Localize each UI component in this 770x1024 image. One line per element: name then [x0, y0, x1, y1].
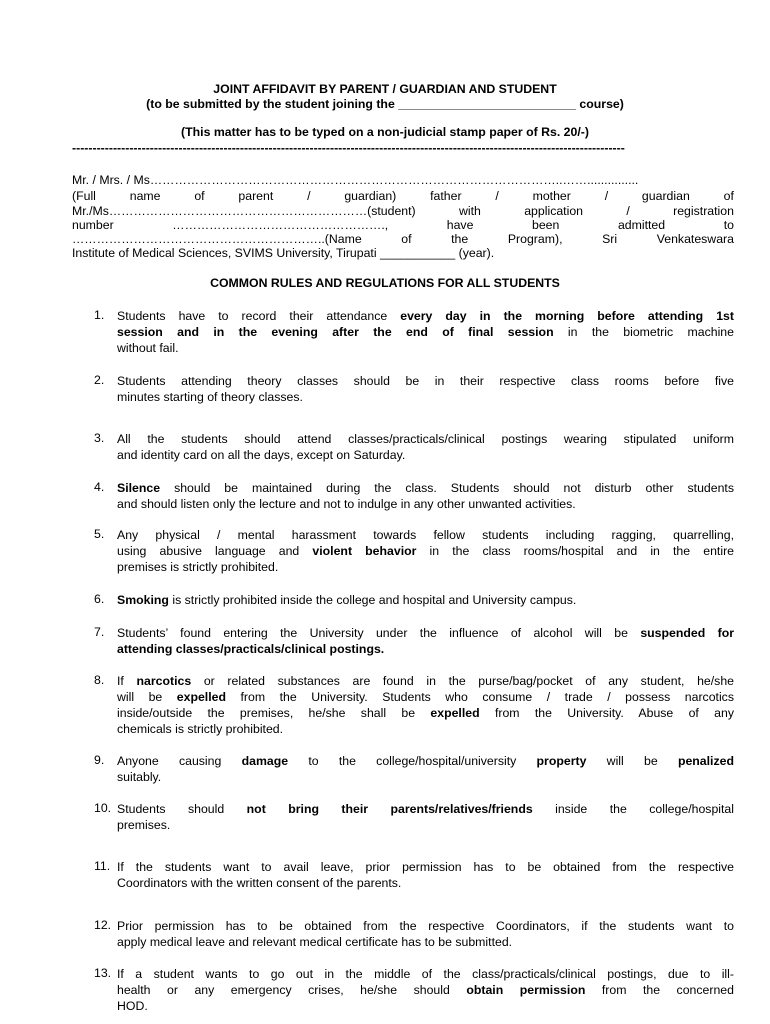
- declaration-word: the: [451, 232, 469, 246]
- declaration-word: mother: [532, 189, 571, 203]
- rule-bold-segment: property: [536, 754, 587, 768]
- rule-text-segment: apply medical leave and relevant medical certificate has to be submitted.: [117, 935, 513, 949]
- declaration-word: registration: [673, 204, 734, 218]
- declaration-word: ……………………………………………………..(Name: [72, 232, 362, 246]
- declaration-line-3: [72, 204, 734, 218]
- rule-text-segment: will be: [586, 754, 678, 768]
- declaration-word: guardian: [641, 189, 690, 203]
- rule-text: [117, 859, 734, 891]
- declaration-line-6: Institute of Medical Sciences, SVIMS University, Tirupati ___________ (year).: [72, 246, 495, 260]
- rule-text-segment: Students attending theory classes should be in their respective class rooms before five: [117, 374, 734, 388]
- affidavit-title: JOINT AFFIDAVIT BY PARENT / GUARDIAN AND STUDENT: [213, 82, 557, 96]
- rule-line: [117, 559, 734, 575]
- rule-line: [117, 689, 734, 705]
- declaration-word: with: [459, 204, 481, 218]
- affidavit-subtitle: (to be submitted by the student joining the __________________________ course): [146, 97, 624, 111]
- rule-line: [117, 769, 734, 785]
- declaration-word: name: [129, 189, 161, 203]
- rule-bold-segment: narcotics: [136, 674, 192, 688]
- rule-text-segment: inside the college/hospital: [532, 802, 734, 816]
- rule-text: [117, 918, 734, 950]
- rule-bold-segment: expelled: [430, 706, 480, 720]
- declaration-word: …………………………………………….,: [172, 218, 389, 232]
- rule-number: 9.: [94, 753, 105, 767]
- rule-text-segment: Coordinators with the written consent of the parents.: [117, 876, 402, 890]
- rule-line: [117, 496, 734, 512]
- rule-text-segment: Anyone causing: [117, 754, 242, 768]
- rule-line: [117, 308, 734, 324]
- rule-text: [117, 801, 734, 833]
- rule-line: [117, 543, 734, 559]
- declaration-word: /: [626, 204, 630, 218]
- rule-number: 13.: [94, 966, 112, 980]
- rule-number: 1.: [94, 308, 105, 322]
- rule-text: [117, 373, 734, 405]
- rule-text-segment: or related substances are found in the purse/bag/pocket of any student, he/she: [191, 674, 734, 688]
- declaration-word: /: [495, 189, 499, 203]
- rule-line: [117, 673, 734, 689]
- declaration-word: father: [430, 189, 462, 203]
- rule-text: [117, 753, 734, 785]
- rule-text-segment: Students should: [117, 802, 247, 816]
- rule-line: [117, 625, 734, 641]
- rule-line: [117, 480, 734, 496]
- rule-text-segment: chemicals is strictly prohibited.: [117, 722, 284, 736]
- rule-line: [117, 447, 734, 463]
- rule-line: [117, 982, 734, 998]
- declaration-word: /: [307, 189, 311, 203]
- rule-bold-segment: not bring their parents/relatives/friends: [246, 802, 533, 816]
- rule-line: [117, 431, 734, 447]
- declaration-word: Program),: [507, 232, 563, 246]
- rule-bold-segment: attending classes/practicals/clinical postings.: [117, 642, 385, 656]
- rule-text-segment: from the University. Abuse of any: [479, 706, 734, 720]
- separator-line: ---------------------------------------------------------------------------------------------------------------------------------------: [72, 141, 625, 155]
- rule-text-segment: health or any emergency crises, he/she should: [117, 983, 467, 997]
- rule-line: [117, 641, 734, 657]
- rule-text-segment: Students’ found entering the University under the influence of alcohol will be: [117, 626, 641, 640]
- rule-text-segment: will be: [117, 690, 177, 704]
- rule-number: 6.: [94, 592, 105, 606]
- rule-text: [117, 592, 734, 608]
- rule-text-segment: If: [117, 674, 137, 688]
- rule-line: [117, 389, 734, 405]
- rule-text-segment: without fail.: [117, 341, 179, 355]
- declaration-line-1: Mr. / Mrs. / Ms………………………………………………………………………………………..……...............: [72, 173, 639, 187]
- rules-heading: COMMON RULES AND REGULATIONS FOR ALL STUDENTS: [210, 276, 560, 290]
- declaration-word: of: [401, 232, 412, 246]
- declaration-word: parent: [238, 189, 274, 203]
- declaration-word: guardian): [344, 189, 397, 203]
- declaration-word: Venkateswara: [656, 232, 734, 246]
- declaration-word: application: [524, 204, 584, 218]
- rule-text: [117, 308, 734, 356]
- rule-number: 7.: [94, 625, 105, 639]
- declaration-word: of: [194, 189, 205, 203]
- declaration-line-5: [72, 232, 734, 246]
- rule-line: [117, 801, 734, 817]
- rule-text-segment: minutes starting of theory classes.: [117, 390, 303, 404]
- rule-text-segment: If the students want to avail leave, prior permission has to be obtained from the respective: [117, 860, 734, 874]
- rule-bold-segment: Silence: [117, 481, 161, 495]
- rule-text-segment: inside/outside the premises, he/she shall be: [117, 706, 431, 720]
- declaration-word: have: [446, 218, 474, 232]
- rule-number: 4.: [94, 480, 105, 494]
- rule-line: [117, 875, 734, 891]
- rule-text-segment: from the University. Students who consume / trade / possess narcotics: [226, 690, 734, 704]
- rule-number: 8.: [94, 673, 105, 687]
- rule-number: 11.: [94, 859, 111, 873]
- rule-text-segment: Prior permission has to be obtained from the respective Coordinators, if the students want to: [117, 919, 734, 933]
- rule-text-segment: to the college/hospital/university: [288, 754, 537, 768]
- rule-line: [117, 373, 734, 389]
- declaration-word: Sri: [602, 232, 618, 246]
- rule-text-segment: from the concerned: [585, 983, 734, 997]
- rule-bold-segment: penalized: [677, 754, 734, 768]
- rule-bold-segment: expelled: [176, 690, 226, 704]
- rule-text-segment: HOD.: [117, 999, 148, 1013]
- rule-text-segment: premises.: [117, 818, 171, 832]
- declaration-word: to: [723, 218, 734, 232]
- rule-line: [117, 753, 734, 769]
- declaration-word: Mr./Ms………………………………………………………(student): [72, 204, 416, 218]
- rule-text-segment: premises is strictly prohibited.: [117, 560, 279, 574]
- rule-text-segment: If a student wants to go out in the middle of the class/practicals/clinical postings, due to ill-: [117, 967, 734, 981]
- rule-bold-segment: every day in the morning before attending 1st: [400, 309, 734, 323]
- rule-bold-segment: session and in the evening after the end of final session: [117, 325, 554, 339]
- rule-text: [117, 673, 734, 737]
- rule-text-segment: suitably.: [117, 770, 162, 784]
- rule-bold-segment: suspended for: [640, 626, 734, 640]
- rule-text: [117, 966, 734, 1014]
- rule-line: [117, 721, 734, 737]
- rule-line: [117, 527, 734, 543]
- rule-line: [117, 324, 734, 340]
- rule-line: [117, 934, 734, 950]
- rule-bold-segment: Smoking: [117, 593, 169, 607]
- declaration-line-4: [72, 218, 734, 232]
- rule-text: [117, 527, 734, 575]
- rule-text-segment: should be maintained during the class. Students should not disturb other students: [160, 481, 734, 495]
- rule-text-segment: All the students should attend classes/practicals/clinical postings wearing stipulated uniform: [117, 432, 734, 446]
- rule-bold-segment: obtain permission: [466, 983, 586, 997]
- declaration-word: been: [532, 218, 560, 232]
- rule-line: [117, 966, 734, 982]
- rule-number: 3.: [94, 431, 105, 445]
- rule-text-segment: using abusive language and: [117, 544, 313, 558]
- rule-text-segment: and identity card on all the days, except on Saturday.: [117, 448, 406, 462]
- declaration-word: /: [604, 189, 609, 203]
- rule-text: [117, 480, 734, 512]
- rule-text-segment: in the biometric machine: [553, 325, 734, 339]
- declaration-word: admitted: [617, 218, 666, 232]
- rule-number: 12.: [94, 918, 112, 932]
- declaration-word: (Full: [72, 189, 96, 203]
- declaration-line-2: [72, 189, 734, 203]
- rule-line: [117, 817, 734, 833]
- rule-line: [117, 592, 734, 608]
- rule-line: [117, 340, 734, 356]
- rule-number: 2.: [94, 373, 105, 387]
- rule-text-segment: is strictly prohibited inside the college and hospital and University campus.: [168, 593, 577, 607]
- rule-number: 10.: [94, 801, 112, 815]
- rule-text: [117, 625, 734, 657]
- rule-text-segment: and should listen only the lecture and not to indulge in any other unwanted activities.: [117, 497, 576, 511]
- rule-line: [117, 859, 734, 875]
- rule-bold-segment: violent behavior: [312, 544, 417, 558]
- rule-number: 5.: [94, 527, 105, 541]
- rule-line: [117, 705, 734, 721]
- stamp-paper-note: (This matter has to be typed on a non-judicial stamp paper of Rs. 20/-): [181, 125, 589, 139]
- rule-text-segment: Any physical / mental harassment towards fellow students including ragging, quarrelling,: [117, 528, 734, 542]
- rule-text-segment: Students have to record their attendance: [117, 309, 401, 323]
- rule-text: [117, 431, 734, 463]
- declaration-word: of: [723, 189, 734, 203]
- rule-bold-segment: damage: [241, 754, 289, 768]
- rule-text-segment: in the class rooms/hospital and in the entire: [416, 544, 734, 558]
- rule-line: [117, 998, 734, 1014]
- declaration-word: number: [72, 218, 114, 232]
- rule-line: [117, 918, 734, 934]
